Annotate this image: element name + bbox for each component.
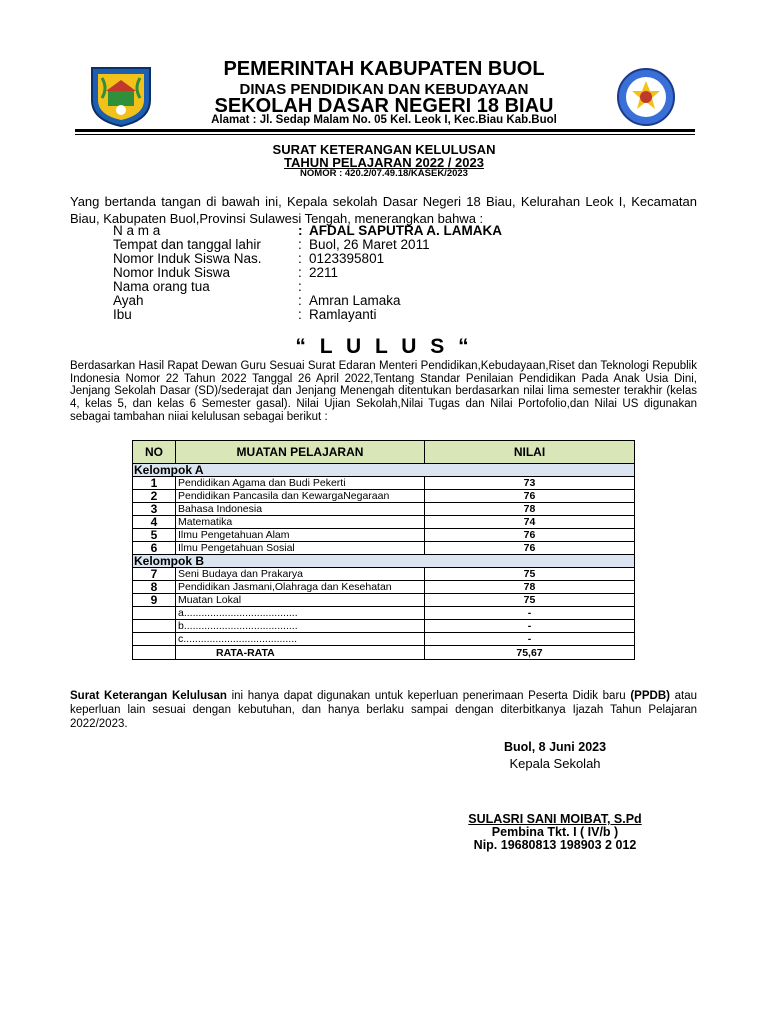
table-row: 5 Ilmu Pengetahuan Alam 76: [133, 529, 635, 542]
table-row: 3 Bahasa Indonesia 78: [133, 503, 635, 516]
parent-row: Nama orang tua :: [113, 279, 302, 294]
table-row: 4 Matematika 74: [133, 516, 635, 529]
school-address: Alamat : Jl. Sedap Malam No. 05 Kel. Leok I, Kec.Biau Kab.Buol: [211, 114, 557, 126]
birth-place-date: Buol, 26 Maret 2011: [309, 237, 430, 252]
table-row: 6 Ilmu Pengetahuan Sosial 76: [133, 542, 635, 555]
table-row: 7 Seni Budaya dan Prakarya 75: [133, 568, 635, 581]
grades-table: [132, 440, 635, 660]
group-b-label: Kelompok B: [133, 555, 635, 568]
tut-wuri-handayani-logo: [610, 67, 682, 127]
mother-name: Ramlayanti: [309, 307, 377, 322]
signatory-rank: Pembina Tkt. I ( IV/b ): [491, 825, 619, 839]
government-name: PEMERINTAH KABUPATEN BUOL: [223, 58, 545, 80]
header-subject: MUATAN PELAJARAN: [176, 441, 425, 464]
closing-paragraph: Surat Keterangan Kelulusan ini hanya dapat digunakan untuk keperluan penerimaan Peserta Didik baru (PPDB) atau keperluan lain sesuai dengan kebutuhan, dan hanya berlaku sampai dengan diterbitkanya Ijazah Tahun Pelajaran 2022/2023.: [70, 690, 697, 730]
document-title: SURAT KETERANGAN KELULUSAN: [272, 142, 496, 157]
table-row: c....................................... -: [133, 633, 635, 646]
average-label: RATA-RATA: [176, 646, 425, 660]
header-no: NO: [133, 441, 176, 464]
graduation-status: “ L U L U S “: [295, 335, 473, 358]
father-name: Amran Lamaka: [309, 293, 401, 308]
table-header-row: [133, 441, 635, 464]
signatory-nip: Nip. 19680813 198903 2 012: [473, 838, 637, 852]
field-label: Nama orang tua: [113, 279, 210, 294]
nisn-value: 0123395801: [309, 251, 385, 266]
field-label: Tempat dan tanggal lahir: [113, 237, 261, 252]
signature-position: Kepala Sekolah: [509, 756, 601, 771]
field-label: Nomor Induk Siswa: [113, 265, 231, 280]
average-value: 75,67: [425, 646, 635, 660]
nisn-row: Nomor Induk Siswa Nas. : 0123395801: [113, 251, 385, 266]
table-row: 1 Pendidikan Agama dan Budi Pekerti 73: [133, 477, 635, 490]
header-divider-thin: [75, 134, 695, 135]
regency-emblem-logo: [86, 64, 156, 128]
agency-name: DINAS PENDIDIKAN DAN KEBUDAYAAN: [239, 81, 529, 98]
field-label: N a m a: [113, 223, 161, 238]
school-name: SEKOLAH DASAR NEGERI 18 BIAU: [214, 95, 554, 117]
table-row: b....................................... -: [133, 620, 635, 633]
mother-row: Ibu : Ramlayanti: [113, 307, 377, 322]
table-row: a....................................... -: [133, 607, 635, 620]
nis-value: 2211: [309, 265, 339, 280]
field-label: Nomor Induk Siswa Nas.: [113, 251, 262, 266]
basis-paragraph: Berdasarkan Hasil Rapat Dewan Guru Sesuai Surat Edaran Menteri Pendidikan,Kebudayaan,Riset dan Teknologi Republik Indonesia Nomor 22 Tahun 2022 Tanggal 26 April 2022,Tentang Standar Penilaian Pendidikan Pada Anak Usia Dini, Jenjang Sekolah Dasar (SD)/sederajat dan Jenjang Menengah ditentukan berdasarkan nilai lima semester terakhir (kelas 4, kelas 5, dan kelas 6 Semester gasal). Nilai Ujian Sekolah,Nilai Tugas dan Nilai Portofolio,dan Nilai US digunakan sebagai tambahan niiai kelulusan sebagai berikut :: [70, 360, 697, 423]
academic-year: TAHUN PELAJARAN 2022 / 2023: [284, 155, 484, 170]
average-row: [133, 646, 635, 660]
field-label: Ayah: [113, 293, 144, 308]
table-row: 8 Pendidikan Jasmani,Olahraga dan Kesehatan 78: [133, 581, 635, 594]
table-row: 2 Pendidikan Pancasila dan KewargaNegaraan 76: [133, 490, 635, 503]
signatory-name: SULASRI SANI MOIBAT, S.Pd: [468, 812, 642, 826]
birth-row: Tempat dan tanggal lahir : Buol, 26 Maret 2011: [113, 237, 430, 252]
intro-paragraph: Yang bertanda tangan di bawah ini, Kepala sekolah Dasar Negeri 18 Biau, Kelurahan Leok I, Kecamatan Biau, Kabupaten Buol,Provinsi Sulawesi Tengah, menerangkan bahwa :: [70, 194, 697, 226]
signature-place-date: Buol, 8 Juni 2023: [503, 740, 607, 754]
header-value: NILAI: [425, 441, 635, 464]
group-a-label: Kelompok A: [133, 464, 635, 477]
document-number: NOMOR : 420.2/07.49.18/KASEK/2023: [300, 168, 468, 179]
field-label: Ibu: [113, 307, 132, 322]
nis-row: Nomor Induk Siswa : 2211: [113, 265, 339, 280]
table-row: 9 Muatan Lokal 75: [133, 594, 635, 607]
father-row: Ayah : Amran Lamaka: [113, 293, 401, 308]
student-name-row: N a m a : AFDAL SAPUTRA A. LAMAKA: [113, 223, 502, 238]
group-a-row: [133, 464, 635, 477]
header-divider-thick: [75, 129, 695, 132]
student-name: AFDAL SAPUTRA A. LAMAKA: [309, 223, 502, 238]
group-b-row: [133, 555, 635, 568]
